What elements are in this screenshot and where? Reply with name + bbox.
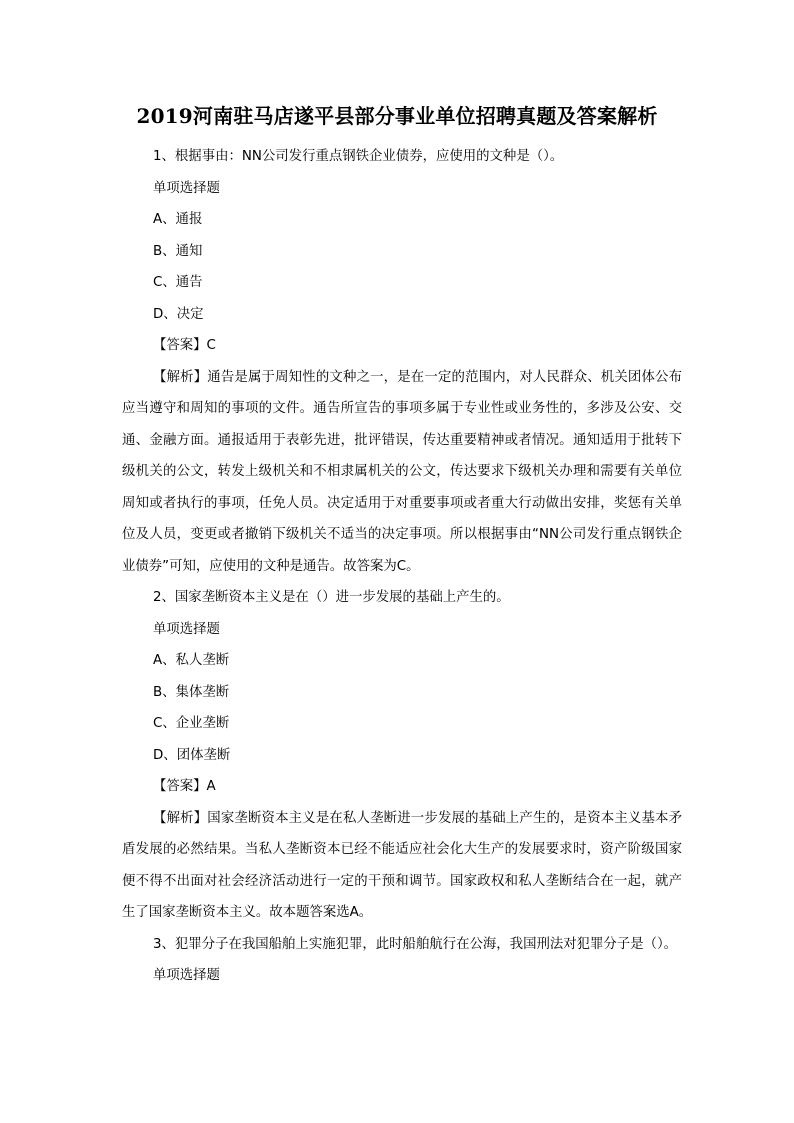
question-type: 单项选择题 <box>153 621 220 637</box>
question-3 <box>122 929 682 992</box>
document-body <box>122 141 682 992</box>
option-b: B、通知 <box>153 243 203 259</box>
option-c: C、通告 <box>153 275 203 290</box>
option-d: D、团体垄断 <box>153 747 231 763</box>
question-stem: 2、国家垄断资本主义是在（）进一步发展的基础上产生的。 <box>153 590 510 605</box>
question-stem: 3、犯罪分子在我国船舶上实施犯罪，此时船舶航行在公海，我国刑法对犯罪分子是（）。 <box>153 936 678 952</box>
question-1 <box>122 141 682 582</box>
analysis: 【解析】通告是属于周知性的文种之一，是在一定的范围内，对人民群众、机关团体公布应当遵守和周知的事项的文件。通告所宣告的事项多属于专业性或业务性的，多涉及公安、交通、金融方面。通报适用于表彰先进，批评错误，传达重要精神或者情况。通知适用于批转下级机关的公文，转发上级机关和不相隶属机关的公文，传达要求下级机关办理和需要有关单位周知或者执行的事项，任免人员。决定适用于对重要事项或者重大行动做出安排，奖惩有关单位及人员，变更或者撤销下级机关不适当的决定事项。所以根据事由“NN公司发行重点钢铁企业债券”可知，应使用的文种是通告。故答案为C。 <box>122 369 682 574</box>
question-type: 单项选择题 <box>153 180 220 196</box>
option-d: D、决定 <box>153 306 204 322</box>
option-b: B、集体垄断 <box>153 684 230 700</box>
option-a: A、通报 <box>153 212 203 227</box>
document-title: 2019河南驻马店遂平县部分事业单位招聘真题及答案解析 <box>136 104 658 128</box>
answer: 【答案】A <box>153 779 216 794</box>
analysis: 【解析】国家垄断资本主义是在私人垄断进一步发展的基础上产生的，是资本主义基本矛盾发展的必然结果。当私人垄断资本已经不能适应社会化大生产的发展要求时，资产阶级国家便不得不出面对社会经济活动进行一定的干预和调节。国家政权和私人垄断结合在一起，就产生了国家垄断资本主义。故本题答案选A。 <box>122 810 682 920</box>
option-a: A、私人垄断 <box>153 653 230 668</box>
question-2 <box>122 582 682 929</box>
question-type: 单项选择题 <box>153 968 220 983</box>
option-c: C、企业垄断 <box>153 716 230 731</box>
question-stem: 1、根据事由：NN公司发行重点钢铁企业债券，应使用的文种是（）。 <box>153 149 564 164</box>
answer: 【答案】C <box>153 338 216 353</box>
